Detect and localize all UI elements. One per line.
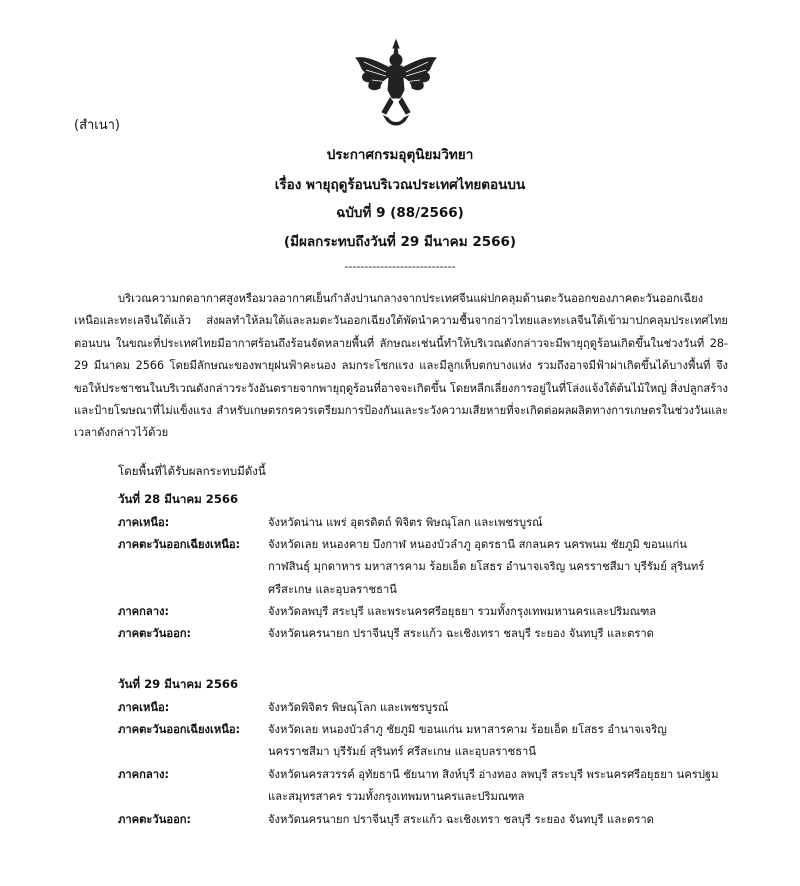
affected-areas-intro: โดยพื้นที่ได้รับผลกระทบมีดังนี้: [118, 464, 266, 478]
region-label: ภาคตะวันออก:: [118, 813, 192, 826]
region-provinces: จังหวัดนครนายก ปราจีนบุรี สระแก้ว ฉะเชิงเทรา ชลบุรี ระยอง จันทบุรี และตราด: [268, 627, 654, 640]
region-provinces: จังหวัดเลย หนองคาย บึงกาฬ หนองบัวลำภู อุดรธานี สกลนคร นครพนม ชัยภูมิ ขอนแก่น กาฬสินธุ์ มุกดาหาร มหาสารคาม ร้อยเอ็ด ยโสธร อำนาจเจริญ นครราชสีมา บุรีรัมย์ สุรินทร์ ศรีสะเกษ และอุบลราชธานี: [268, 538, 705, 596]
announcement-subject: เรื่อง พายุฤดูร้อนบริเวณประเทศไทยตอนบน: [274, 177, 526, 193]
region-provinces: จังหวัดพิจิตร พิษณุโลก และเพชรบูรณ์: [268, 701, 449, 714]
region-row: [118, 623, 728, 645]
region-label: ภาคตะวันออกเฉียงเหนือ:: [118, 723, 241, 736]
announcement-issue-number: ฉบับที่ 9 (88/2566): [336, 205, 464, 221]
region-label: ภาคตะวันออก:: [118, 627, 192, 640]
region-label: ภาคกลาง:: [118, 768, 169, 781]
region-row: [118, 697, 728, 719]
date-heading-day1: วันที่ 28 มีนาคม 2566: [118, 492, 239, 506]
region-provinces: จังหวัดนครนายก ปราจีนบุรี สระแก้ว ฉะเชิงเทรา ชลบุรี ระยอง จันทบุรี และตราด: [268, 813, 654, 826]
region-provinces: จังหวัดน่าน แพร่ อุตรดิตถ์ พิจิตร พิษณุโลก และเพชรบูรณ์: [268, 516, 543, 529]
garuda-emblem-icon: [352, 38, 440, 130]
announcement-body: บริเวณความกดอากาศสูงหรือมวลอากาศเย็นกำลังปานกลางจากประเทศจีนแผ่ปกคลุมด้านตะวันออกของภาคตะวันออกเฉียงเหนือและทะเลจีนใต้แล้ว ส่งผลทำให้ลมใต้และลมตะวันออกเฉียงใต้พัดนำความชื้นจากอ่าวไทยและทะเลจีนใต้เข้ามาปกคลุมประเทศไทยตอนบน ในขณะที่ประเทศไทยมีอากาศร้อนถึงร้อนจัดหลายพื้นที่ ลักษณะเช่นนี้ทำให้บริเวณดังกล่าวจะมีพายุฤดูร้อนเกิดขึ้นในช่วงวันที่ 28-29 มีนาคม 2566 โดยมีลักษณะของพายุฝนฟ้าคะนอง ลมกระโชกแรง และมีลูกเห็บตกบางแห่ง รวมถึงอาจมีฟ้าผ่าเกิดขึ้นได้บางพื้นที่ จึงขอให้ประชาชนในบริเวณดังกล่าวระวังอันตรายจากพายุฤดูร้อนที่อาจจะเกิดขึ้น โดยหลีกเลี่ยงการอยู่ในที่โล่งแจ้งใต้ต้นไม้ใหญ่ สิ่งปลูกสร้างและป้ายโฆษณาที่ไม่แข็งแรง สำหรับเกษตรกรควรเตรียมการป้องกันและระวังความเสียหายที่จะเกิดต่อผลผลิตทางการเกษตรในช่วงวันและเวลาดังกล่าวไว้ด้วย: [74, 292, 728, 440]
title-divider: ----------------------------: [344, 260, 456, 273]
region-row: [118, 534, 728, 601]
region-row: [118, 764, 728, 809]
region-label: ภาคเหนือ:: [118, 516, 170, 529]
region-label: ภาคกลาง:: [118, 605, 169, 618]
announcement-title: ประกาศกรมอุตุนิยมวิทยา: [326, 147, 474, 163]
region-row: [118, 601, 728, 623]
copy-label: (สำเนา): [74, 118, 121, 133]
region-label: ภาคตะวันออกเฉียงเหนือ:: [118, 538, 241, 551]
announcement-effective-date: (มีผลกระทบถึงวันที่ 29 มีนาคม 2566): [283, 234, 517, 250]
region-row: [118, 512, 728, 534]
date-heading-day2: วันที่ 29 มีนาคม 2566: [118, 677, 239, 691]
region-provinces: จังหวัดนครสวรรค์ อุทัยธานี ชัยนาท สิงห์บุรี อ่างทอง ลพบุรี สระบุรี พระนครศรีอยุธยา นครปฐม และสมุทรสาคร รวมทั้งกรุงเทพมหานครและปริมณฑล: [268, 768, 719, 804]
region-row: [118, 809, 728, 831]
region-provinces: จังหวัดเลย หนองบัวลำภู ชัยภูมิ ขอนแก่น มหาสารคาม ร้อยเอ็ด ยโสธร อำนาจเจริญ นครราชสีมา บุรีรัมย์ สุรินทร์ ศรีสะเกษ และอุบลราชธานี: [268, 723, 667, 759]
region-label: ภาคเหนือ:: [118, 701, 170, 714]
region-provinces: จังหวัดลพบุรี สระบุรี และพระนครศรีอยุธยา รวมทั้งกรุงเทพมหานครและปริมณฑล: [268, 605, 657, 618]
region-row: [118, 719, 728, 764]
